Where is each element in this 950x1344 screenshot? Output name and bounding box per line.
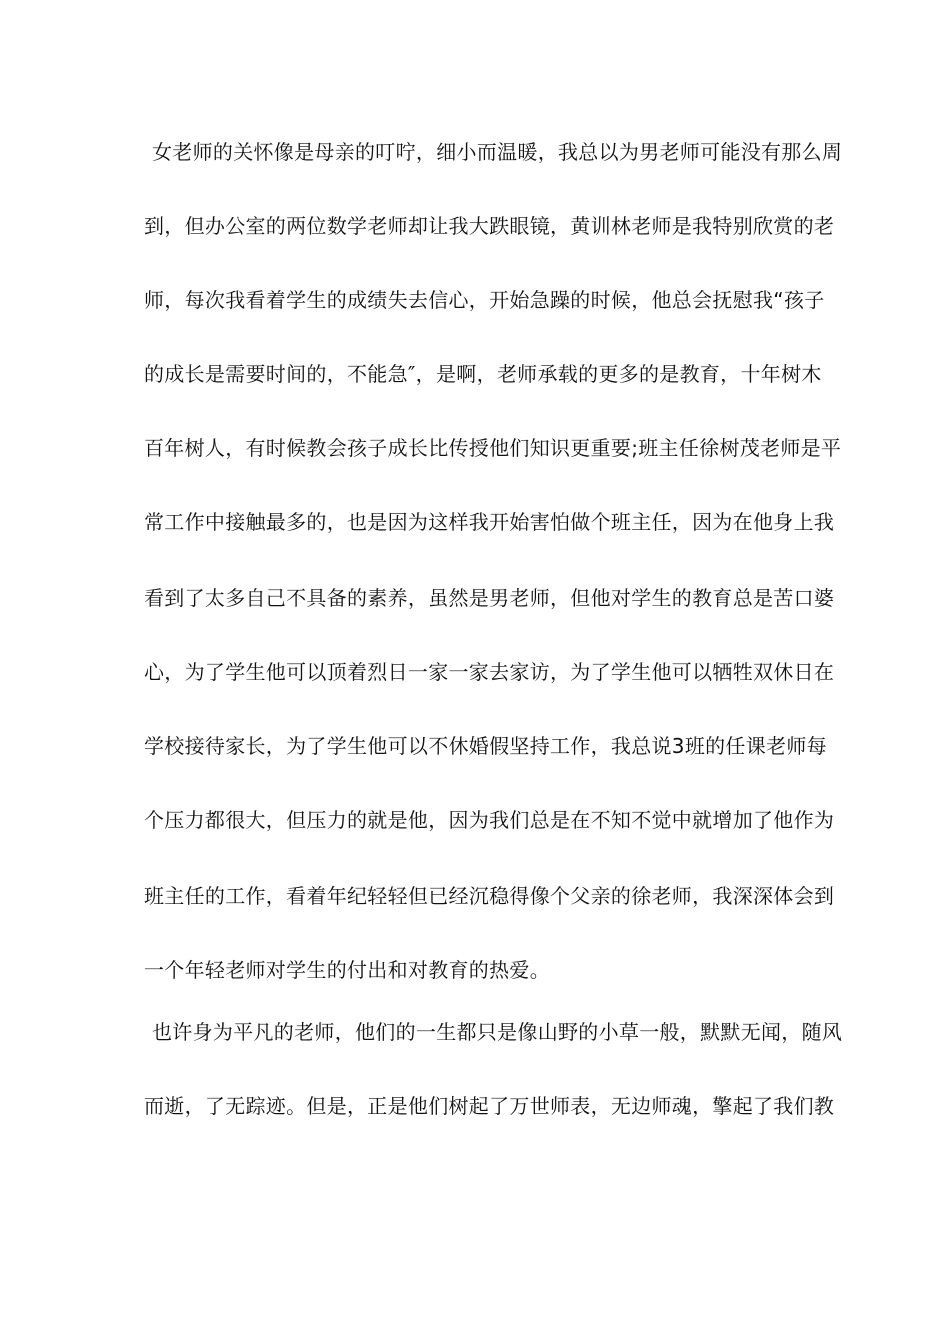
paragraph-1-line-12: 一个年轻老师对学生的付出和对教育的热爱。: [144, 958, 550, 982]
paragraph-1-line-7: 看到了太多自己不具备的素养，虽然是男老师，但他对学生的教育总是苦口婆: [144, 586, 835, 610]
paragraph-1-line-8: 心，为了学生他可以顶着烈日一家一家去家访，为了学生他可以牺牲双休日在: [144, 660, 835, 684]
paragraph-2-line-2: 而逝，了无踪迹。但是，正是他们树起了万世师表，无边师魂，擎起了我们教: [144, 1094, 835, 1118]
paragraph-1-line-3: 师，每次我看着学生的成绩失去信心，开始急躁的时候，他总会抚慰我“孩子: [144, 288, 825, 312]
paragraph-1-line-4: 的成长是需要时间的，不能急″，是啊，老师承载的更多的是教育，十年树木: [144, 362, 822, 386]
paragraph-1-line-9: 学校接待家长，为了学生他可以不休婚假坚持工作，我总说3班的任课老师每: [144, 734, 827, 758]
paragraph-1-line-6: 常工作中接触最多的，也是因为这样我开始害怕做个班主任，因为在他身上我: [144, 510, 835, 534]
paragraph-1-line-1: 女老师的关怀像是母亲的叮咛，细小而温暖，我总以为男老师可能没有那么周: [152, 140, 843, 164]
paragraph-2-line-1: 也许身为平凡的老师，他们的一生都只是像山野的小草一般，默默无闻，随风: [152, 1020, 843, 1044]
paragraph-1-line-11: 班主任的工作，看着年纪轻轻但已经沉稳得像个父亲的徐老师，我深深体会到: [144, 884, 835, 908]
paragraph-1-line-10: 个压力都很大，但压力的就是他，因为我们总是在不知不觉中就增加了他作为: [144, 808, 835, 832]
paragraph-1-line-5: 百年树人，有时候教会孩子成长比传授他们知识更重要;班主任徐树茂老师是平: [144, 436, 842, 460]
paragraph-1-line-2: 到，但办公室的两位数学老师却让我大跌眼镜，黄训林老师是我特别欣赏的老: [144, 214, 835, 238]
